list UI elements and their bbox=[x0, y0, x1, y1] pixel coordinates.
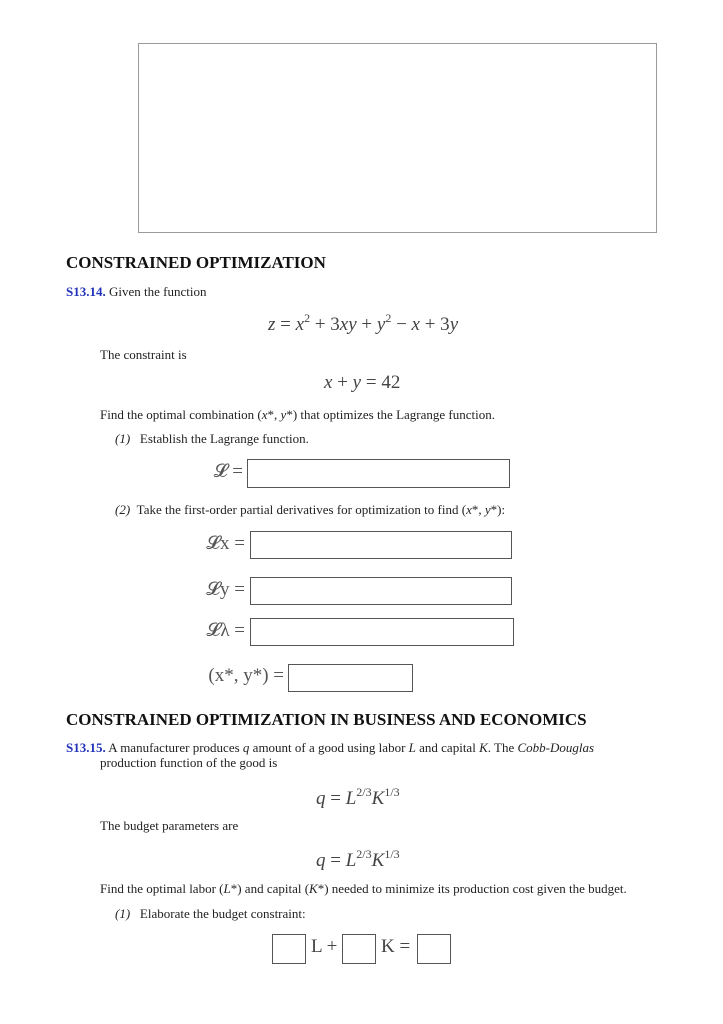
budget-parameters: $q = L^{2/3}K^{1/3}$ bbox=[316, 847, 400, 871]
step-1 bbox=[115, 431, 309, 447]
budget-total-box[interactable] bbox=[417, 934, 451, 964]
production-function: $q = L^{2/3}K^{1/3}$ bbox=[316, 785, 400, 809]
ly-answer-box[interactable] bbox=[250, 577, 512, 605]
lx-label: 𝓛x = bbox=[206, 533, 245, 554]
ly-label: 𝓛y = bbox=[206, 579, 245, 600]
capital-term: K = bbox=[381, 936, 411, 957]
figure-placeholder bbox=[138, 43, 657, 233]
lagrangian-label: 𝓛 = bbox=[213, 461, 243, 482]
problem-s13-14-intro bbox=[66, 284, 206, 300]
budget-intro: The budget parameters are bbox=[100, 818, 239, 833]
problem-number: S13.15. bbox=[66, 740, 106, 755]
task-text: Find the optimal combination (x*, y*) that optimizes the Lagrange function. bbox=[100, 407, 495, 422]
step-number: (1) bbox=[115, 906, 131, 921]
capital-price-box[interactable] bbox=[342, 934, 376, 964]
step-2: (2) Take the first-order partial derivatives for optimization to find (x*, y*): bbox=[115, 502, 506, 517]
optimum-label: (x*, y*) = bbox=[208, 665, 284, 686]
section-heading-business-economics: CONSTRAINED OPTIMIZATION IN BUSINESS AND ECONOMICS bbox=[66, 710, 587, 729]
constraint-equation: x + y = 42 bbox=[324, 372, 401, 393]
llambda-label: 𝓛λ = bbox=[206, 620, 245, 641]
step-1-b bbox=[115, 906, 306, 922]
llambda-answer-box[interactable] bbox=[250, 618, 514, 646]
lagrangian-answer-box[interactable] bbox=[247, 459, 510, 488]
step-text: Establish the Lagrange function. bbox=[139, 431, 309, 446]
problem-s13-15-intro: S13.15. A manufacturer produces q amount of a good using labor L and capital K. The Cobb-Douglas bbox=[66, 740, 595, 755]
lx-answer-box[interactable] bbox=[250, 531, 512, 559]
intro-text: Given the function bbox=[108, 284, 207, 299]
constraint-intro: The constraint is bbox=[100, 347, 187, 362]
optimum-answer-box[interactable] bbox=[288, 664, 413, 692]
step-number: (1) bbox=[115, 431, 131, 446]
task-text-2: Find the optimal labor (L*) and capital (K*) needed to minimize its production cost given the budget. bbox=[100, 881, 627, 896]
labor-price-box[interactable] bbox=[272, 934, 306, 964]
labor-term: L + bbox=[311, 936, 338, 957]
section-heading-constrained-optimization: CONSTRAINED OPTIMIZATION bbox=[66, 253, 326, 272]
problem-s13-15-intro-line2: production function of the good is bbox=[100, 755, 278, 770]
step-text: Elaborate the budget constraint: bbox=[139, 906, 306, 921]
problem-number: S13.14. bbox=[66, 284, 106, 299]
objective-function: $z = x^2 + 3xy + y^2 - x + 3y$ bbox=[268, 311, 459, 335]
